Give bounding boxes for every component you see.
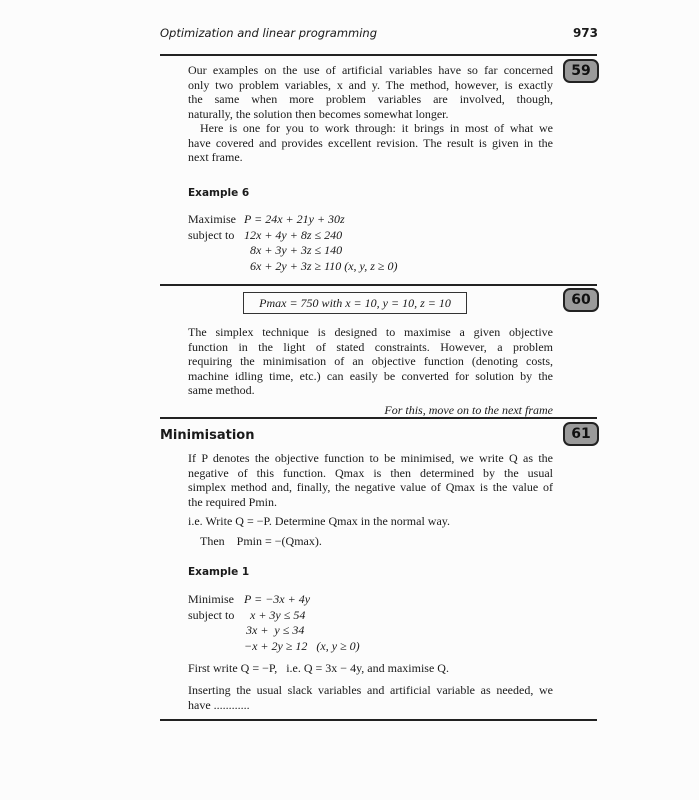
divider (160, 284, 597, 286)
frame-badge-59: 59 (563, 59, 599, 83)
text-line: have covered and provides excellent revision. The result is given in the (188, 135, 553, 150)
frame-badge-61: 61 (563, 422, 599, 446)
example6-equations (188, 212, 397, 274)
example1-equations (188, 592, 360, 654)
eq-expr: x + 3y ≤ 54 (244, 607, 306, 622)
divider (160, 719, 597, 721)
text-line: requiring the minimisation of an objective function (denoting costs, (188, 354, 553, 368)
eq-expr: 12x + 4y + 8z ≤ 240 (244, 227, 343, 242)
text-line: have ............ (188, 697, 250, 712)
text-line: Inserting the usual slack variables and artificial variable as needed, we (188, 683, 553, 697)
divider (160, 417, 597, 419)
text-line: machine idling time, etc.) can easily be converted for solution by the (188, 368, 553, 383)
eq-label (188, 259, 244, 275)
eq-label: Minimise (188, 592, 235, 606)
frame60-paragraph (188, 325, 553, 398)
text-line: the required Pmin. (188, 494, 277, 509)
first-write-line: First write Q = −P, i.e. Q = 3x − 4y, and maximise Q. (188, 661, 449, 675)
next-frame-note: For this, move on to the next frame (384, 403, 553, 417)
eq-label: subject to (188, 607, 235, 622)
text-line: only two problem variables, x and y. The method, however, is exactly (188, 77, 553, 92)
text-line: same method. (188, 383, 255, 397)
text-line: next frame. (188, 150, 243, 164)
text-line: function in the light of stated constraints. However, a problem (188, 339, 553, 354)
running-header: Optimization and linear programming (160, 26, 378, 40)
eq-expr: P = −3x + 4y (244, 592, 311, 606)
text-line: naturally, the solution then becomes somewhat longer. (188, 106, 449, 121)
page-number: 973 (572, 26, 598, 40)
eq-expr: P = 24x + 21y + 30z (244, 212, 345, 226)
eq-expr: 3x + y ≤ 34 (246, 623, 305, 637)
eq-expr: −x + 2y ≥ 12 (x, y ≥ 0) (244, 638, 360, 653)
text-line: Our examples on the use of artificial variables have so far concerned (188, 63, 553, 77)
eq-label (188, 639, 244, 655)
eq-label (188, 623, 244, 639)
ie-line: i.e. Write Q = −P. Determine Qmax in the normal way. (188, 514, 450, 528)
divider (160, 54, 597, 56)
result-box: Pmax = 750 with x = 10, y = 10, z = 10 (243, 292, 467, 314)
eq-expr: 6x + 2y + 3z ≥ 110 (x, y, z ≥ 0) (250, 258, 398, 273)
eq-expr: 8x + 3y + 3z ≤ 140 (250, 243, 343, 257)
text-line: If P denotes the objective function to be minimised, we write Q as the (188, 451, 553, 465)
inserting-paragraph (188, 683, 553, 712)
eq-label: subject to (188, 227, 235, 242)
text-line: the same when more problem variables are involved, though, (188, 92, 553, 106)
eq-label: Maximise (188, 212, 236, 226)
then-line: Then Pmin = −(Qmax). (200, 534, 322, 548)
frame61-paragraph (188, 451, 553, 509)
text-line: simplex method and, finally, the negative value of Qmax is the value of (188, 480, 553, 494)
text-line: Here is one for you to work through: it brings in most of what we (200, 121, 553, 135)
text-line: negative of this function. Qmax is then determined by the usual (188, 465, 553, 480)
section-heading: Minimisation (160, 428, 255, 443)
text-line: The simplex technique is designed to maximise a given objective (188, 325, 553, 339)
example-heading: Example 1 (188, 566, 250, 578)
example-heading: Example 6 (188, 187, 250, 199)
eq-label (188, 243, 244, 259)
frame59-paragraph (188, 63, 553, 165)
frame-badge-60: 60 (563, 288, 599, 312)
